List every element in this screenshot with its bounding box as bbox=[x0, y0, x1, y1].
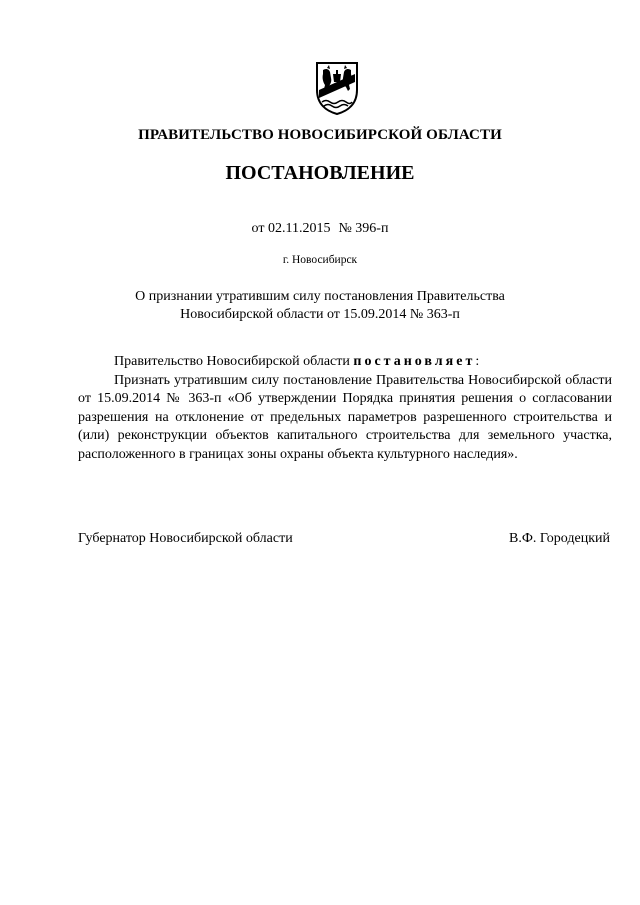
document-subject bbox=[0, 288, 640, 324]
decree-intro-text: Правительство Новосибирской области bbox=[114, 354, 354, 369]
decree-intro bbox=[78, 353, 612, 372]
coat-of-arms-icon bbox=[314, 60, 360, 116]
decree-colon: : bbox=[475, 354, 480, 369]
signatory-title: Губернатор Новосибирской области bbox=[78, 531, 293, 546]
decree-verb: постановляет bbox=[353, 354, 476, 369]
organization-title: ПРАВИТЕЛЬСТВО НОВОСИБИРСКОЙ ОБЛАСТИ bbox=[138, 127, 502, 143]
subject-line-1: О признании утратившим силу постановления Правительства bbox=[135, 289, 505, 304]
decree-paragraph: Признать утратившим силу постановление Правительства Новосибирской области от 15.09.2014 № 363-п «Об утверждении Порядка принятия решения о согласовании разрешения на отклонение от предельных параметров разрешенного строительства и (или) реконструкции объектов капитального строительства для земельного участка, расположенного в границах зоны охраны объекта культурного наследия». bbox=[78, 372, 612, 462]
date-line bbox=[0, 221, 640, 237]
subject-line-2: Новосибирской области от 15.09.2014 № 363-п bbox=[180, 307, 460, 322]
document-number: № 396-п bbox=[338, 221, 389, 236]
document-body bbox=[78, 353, 612, 464]
document-date: от 02.11.2015 bbox=[251, 221, 331, 236]
signatory-name: В.Ф. Городецкий bbox=[509, 531, 610, 546]
document-type: ПОСТАНОВЛЕНИЕ bbox=[225, 162, 415, 184]
document-city: г. Новосибирск bbox=[282, 254, 358, 266]
